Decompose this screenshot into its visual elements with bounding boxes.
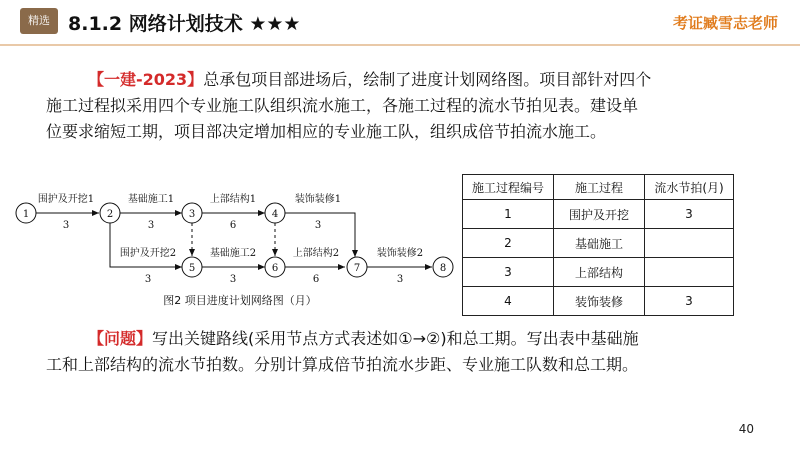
activity-name-6: 基础施工2 <box>209 248 257 259</box>
section-title: 8.1.2 网络计划技术 ★★★ <box>68 13 301 35</box>
activity-name-3: 上部结构1 <box>209 194 257 205</box>
activity-name-5: 围护及开挖2 <box>119 248 177 259</box>
problem-text-1: 写出关键路线(采用节点方式表述如①→②)和总工期。写出表中基础施 <box>152 329 639 348</box>
node-label-4: 4 <box>271 209 279 220</box>
process-table <box>462 174 734 316</box>
activity-duration-1: 3 <box>62 220 70 231</box>
table-cell: 上部结构 <box>554 258 645 287</box>
node-label-3: 3 <box>188 209 196 220</box>
activity-name-1: 围护及开挖1 <box>37 194 95 205</box>
problem-line-2: 工和上部结构的流水节拍数。分别计算成倍节拍流水步距、专业施工队数和总工期。 <box>46 355 639 374</box>
table-cell: 3 <box>645 287 734 316</box>
table-header: 施工过程 <box>554 175 645 200</box>
activity-duration-3: 6 <box>229 220 237 231</box>
badge-label: 精选 <box>20 8 58 34</box>
activity-duration-2: 3 <box>147 220 155 231</box>
table-header: 流水节拍(月) <box>645 175 734 200</box>
table-cell: 3 <box>463 258 554 287</box>
table-header-row <box>463 175 734 200</box>
question-line-3: 位要求缩短工期，项目部决定增加相应的专业施工队，组织成倍节拍流水施工。 <box>46 122 607 141</box>
node-label-1: 1 <box>22 209 30 220</box>
question-line-1 <box>88 67 778 93</box>
problem-tag: 【问题】 <box>88 329 153 348</box>
question-tag: 【一建-2023】 <box>88 70 204 89</box>
node-label-6: 6 <box>271 263 279 274</box>
activity-name-2: 基础施工1 <box>127 194 175 205</box>
diagram-caption: 图2 项目进度计划网络图（月） <box>163 294 317 307</box>
node-label-5: 5 <box>188 263 196 274</box>
table-cell: 围护及开挖 <box>554 200 645 229</box>
table-row <box>463 287 734 316</box>
activity-duration-5: 3 <box>144 274 152 285</box>
activity-duration-6: 3 <box>229 274 237 285</box>
teacher-name: 考证臧雪志老师 <box>672 14 778 32</box>
table-row <box>463 258 734 287</box>
table-cell: 2 <box>463 229 554 258</box>
header <box>0 0 800 44</box>
activity-name-7: 上部结构2 <box>292 248 340 259</box>
table-cell: 4 <box>463 287 554 316</box>
question-line-2: 施工过程拟采用四个专业施工队组织流水施工，各施工过程的流水节拍见表。建设单 <box>46 96 639 115</box>
activity-name-8: 装饰装修2 <box>376 248 424 259</box>
table-cell: 基础施工 <box>554 229 645 258</box>
question-text-1: 总承包项目部进场后，绘制了进度计划网络图。项目部针对四个 <box>203 70 652 89</box>
table-row <box>463 200 734 229</box>
activity-name-4: 装饰装修1 <box>294 194 342 205</box>
table-cell: 装饰装修 <box>554 287 645 316</box>
header-divider <box>0 44 800 46</box>
table-row <box>463 229 734 258</box>
table-cell <box>645 229 734 258</box>
node-label-8: 8 <box>439 263 447 274</box>
table-cell: 3 <box>645 200 734 229</box>
page-number: 40 <box>738 422 754 436</box>
activity-duration-7: 6 <box>312 274 320 285</box>
table-cell <box>645 258 734 287</box>
activity-duration-8: 3 <box>396 274 404 285</box>
table-cell: 1 <box>463 200 554 229</box>
activity-duration-4: 3 <box>314 220 322 231</box>
network-diagram <box>0 176 460 316</box>
table-header: 施工过程编号 <box>463 175 554 200</box>
arrow-2-5 <box>110 223 182 267</box>
problem-line-1 <box>88 326 778 352</box>
node-label-2: 2 <box>106 209 114 220</box>
node-label-7: 7 <box>353 263 361 274</box>
